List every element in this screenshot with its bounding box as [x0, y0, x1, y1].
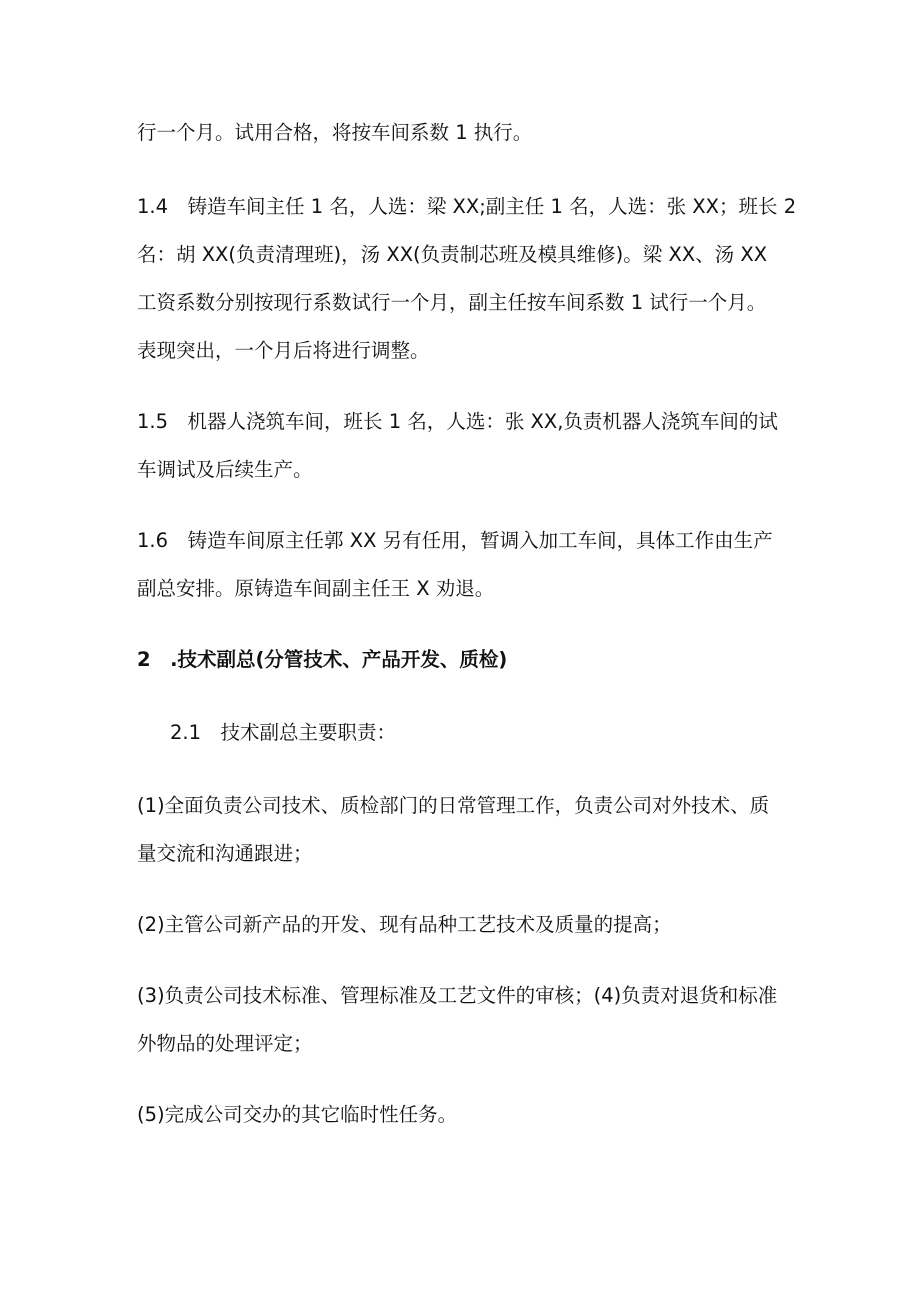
text-line: (1)全面负责公司技术、质检部门的日常管理工作，负责公司对外技术、质	[137, 794, 770, 817]
section-heading: 2 .技术副总(分管技术、产品开发、质检)	[137, 648, 508, 671]
text-line: 1.6 铸造车间原主任郭 XX 另有任用，暂调入加工车间，具体工作由生产	[137, 529, 773, 552]
text-line: 1.5 机器人浇筑车间，班长 1 名，人选：张 XX,负责机器人浇筑车间的试	[137, 410, 778, 433]
text-line: 表现突出，一个月后将进行调整。	[137, 339, 430, 362]
text-line: 车调试及后续生产。	[137, 458, 313, 481]
text-line: (2)主管公司新产品的开发、现有品种工艺技术及质量的提高；	[137, 913, 672, 936]
text-line: (3)负责公司技术标准、管理标准及工艺文件的审核；(4)负责对退货和标准	[137, 984, 778, 1007]
text-line: 名：胡 XX(负责清理班)，汤 XX(负责制芯班及模具维修)。梁 XX、汤 XX	[137, 243, 768, 266]
text-line: 工资系数分别按现行系数试行一个月，副主任按车间系数 1 试行一个月。	[137, 291, 767, 314]
text-line: 外物品的处理评定；	[137, 1032, 313, 1055]
text-line: 1.4 铸造车间主任 1 名，人选：梁 XX;副主任 1 名，人选：张 XX；班长 2	[137, 195, 797, 218]
text-line: (5)完成公司交办的其它临时性任务。	[137, 1103, 458, 1126]
subsection-heading: 2.1 技术副总主要职责：	[170, 721, 397, 744]
text-line: 量交流和沟通跟进；	[137, 842, 313, 865]
text-line: 行一个月。试用合格，将按车间系数 1 执行。	[137, 121, 533, 144]
text-line: 副总安排。原铸造车间副主任王 X 劝退。	[137, 577, 495, 600]
